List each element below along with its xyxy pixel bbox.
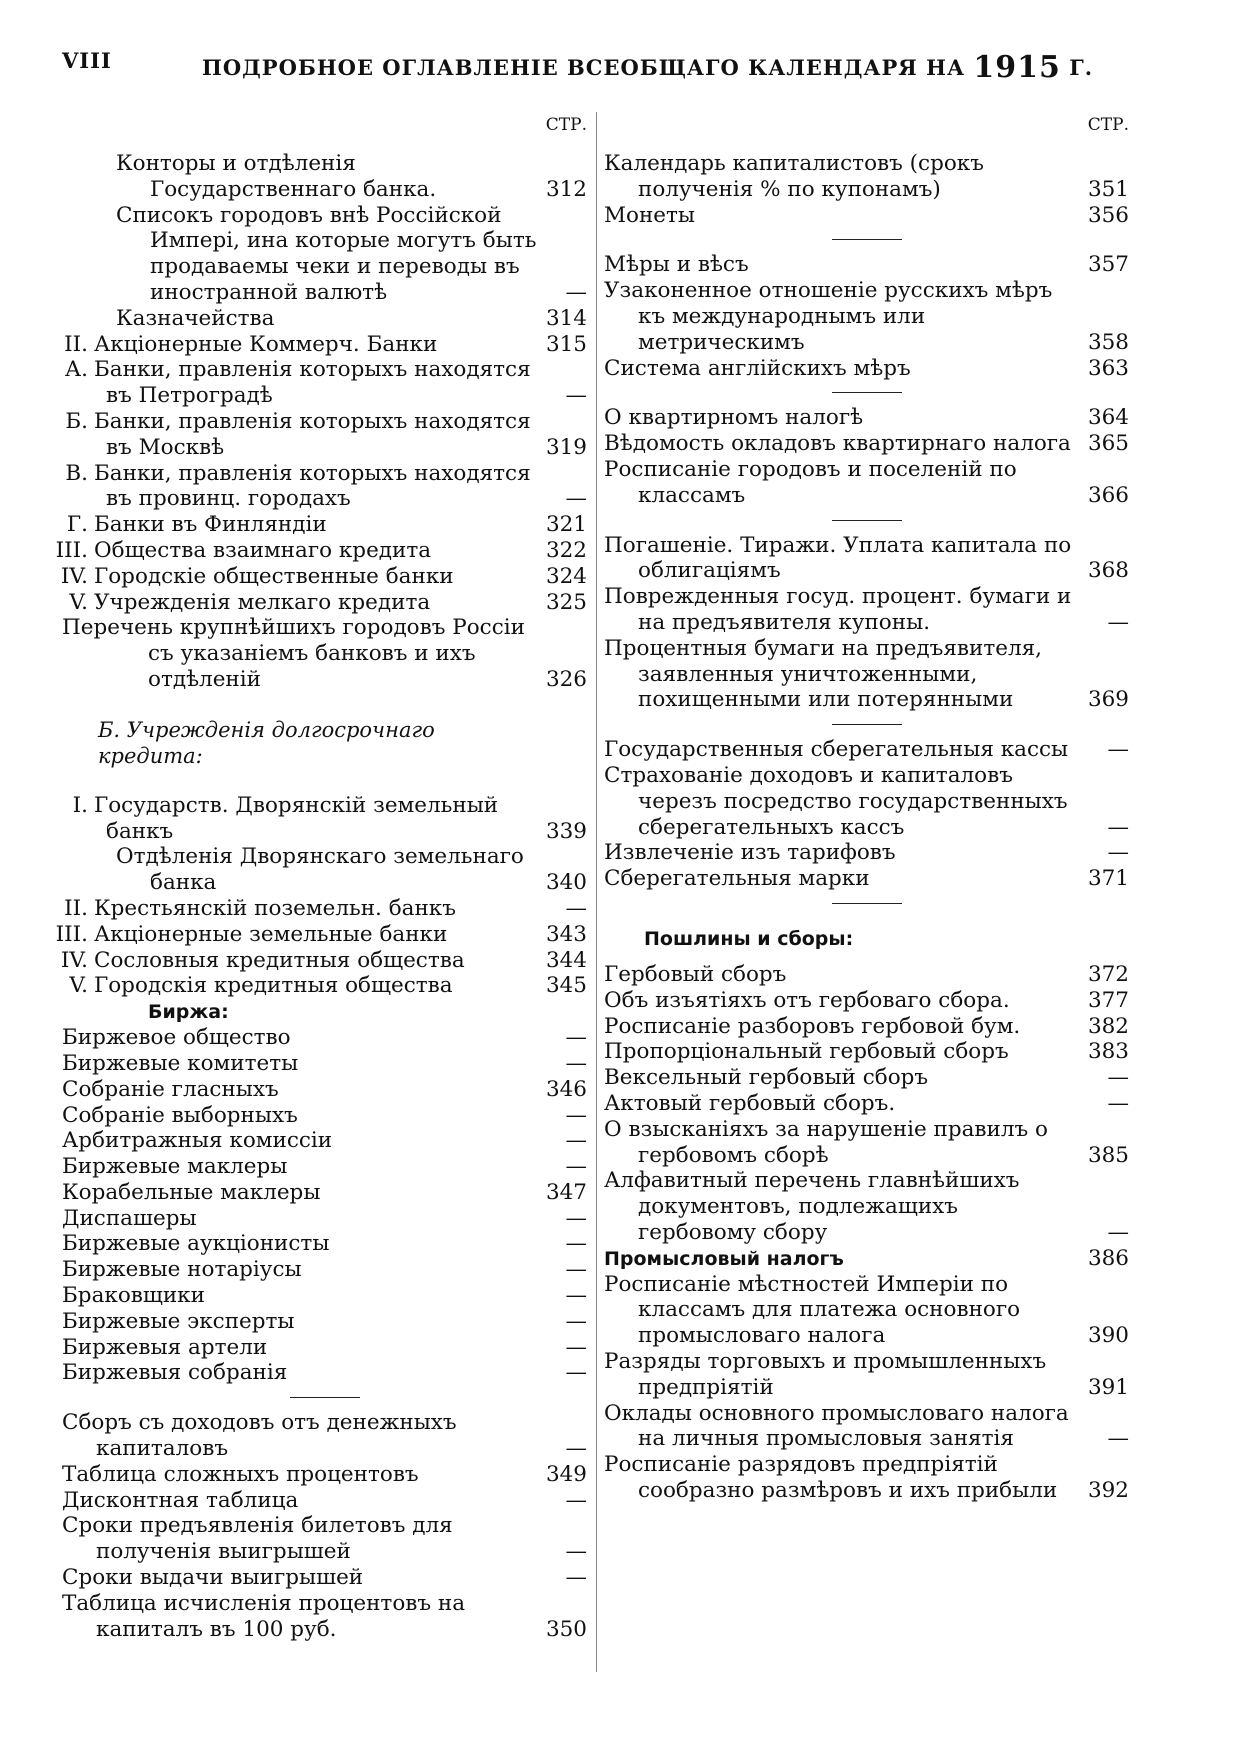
toc-entry-text: Акціонерные земельные банки bbox=[94, 921, 448, 947]
toc-entry bbox=[62, 357, 587, 409]
toc-entry-text: Объ изъятіяхъ отъ гербоваго сбора. bbox=[604, 987, 1010, 1013]
toc-entry bbox=[62, 1025, 587, 1051]
toc-entry bbox=[62, 1309, 587, 1335]
toc-entry-text: Корабельные маклеры bbox=[62, 1179, 321, 1205]
toc-entry-text: Биржевыя собранія bbox=[62, 1360, 288, 1386]
toc-entry-text: О взысканіяхъ за нарушеніе правилъ о гербовомъ сборѣ bbox=[604, 1116, 1048, 1168]
toc-entry-page: — bbox=[565, 1231, 587, 1257]
toc-entry bbox=[604, 431, 1129, 457]
toc-entry-page: — bbox=[565, 1283, 587, 1309]
toc-entry-page: 386 bbox=[1087, 1245, 1129, 1271]
toc-entry-text: Биржевые аукціонисты bbox=[62, 1231, 330, 1257]
page-title bbox=[202, 48, 1093, 83]
section-rule bbox=[62, 1386, 587, 1410]
toc-entry-page: — bbox=[565, 1102, 587, 1128]
toc-entry-text: Дисконтная таблица bbox=[62, 1487, 299, 1513]
toc-entry bbox=[604, 356, 1129, 382]
toc-entry-text: Сроки выдачи выигрышей bbox=[62, 1565, 364, 1591]
toc-entry bbox=[62, 1128, 587, 1154]
toc-entry-page: — bbox=[1107, 1219, 1129, 1245]
toc-entry bbox=[62, 1488, 587, 1514]
toc-entry-page: 350 bbox=[545, 1616, 587, 1642]
toc-entry-page: 366 bbox=[1087, 482, 1129, 508]
toc-entry-text: Биржевое общество bbox=[62, 1025, 291, 1051]
toc-entry-text: Перечень крупнѣйшихъ городовъ Россіи съ указаніемъ банковъ и ихъ отдѣленій bbox=[62, 615, 525, 692]
toc-entry bbox=[604, 405, 1129, 431]
toc-entry-page: 321 bbox=[545, 512, 587, 538]
toc-entry bbox=[62, 973, 587, 999]
toc-entry bbox=[62, 1154, 587, 1180]
toc-entry-text: Узаконенное отношеніе русскихъ мѣръ къ международнымъ или метрическимъ bbox=[604, 278, 1053, 355]
toc-entry-page: — bbox=[565, 1050, 587, 1076]
toc-entry bbox=[62, 564, 587, 590]
toc-entry-page: 325 bbox=[545, 589, 587, 615]
toc-entry-text: Биржевые маклеры bbox=[62, 1154, 288, 1180]
toc-entry-number: I. bbox=[72, 792, 88, 818]
toc-entry-text: Вѣдомость окладовъ квартирнаго налога bbox=[604, 431, 1071, 457]
toc-entry-page: 390 bbox=[1087, 1323, 1129, 1349]
toc-entry bbox=[55, 537, 587, 564]
toc-entry-text: Росписаніе разборовъ гербовой бум. bbox=[604, 1013, 1021, 1039]
toc-entry bbox=[62, 1077, 587, 1103]
toc-entry-number: А. bbox=[64, 357, 88, 383]
toc-entry-page: — bbox=[565, 895, 587, 921]
toc-entry-page: — bbox=[565, 1128, 587, 1154]
toc-entry-page: 315 bbox=[545, 331, 587, 357]
toc-entry-page: — bbox=[565, 1025, 587, 1051]
toc-entry-page: — bbox=[565, 1308, 587, 1334]
toc-entry-page: — bbox=[1107, 609, 1129, 635]
toc-entry-text: Система англійскихъ мѣръ bbox=[604, 355, 911, 381]
page-header bbox=[62, 42, 1142, 85]
toc-entry bbox=[62, 1410, 587, 1462]
section-rule bbox=[604, 509, 1129, 533]
toc-entry-number: Б. bbox=[65, 408, 88, 434]
toc-entry-text: Сословныя кредитныя общества bbox=[94, 947, 465, 973]
toc-entry bbox=[604, 763, 1129, 840]
toc-entry-page: — bbox=[565, 1360, 587, 1386]
toc-entry bbox=[604, 1014, 1129, 1040]
page-column-label: СТР. bbox=[545, 115, 587, 135]
toc-entry bbox=[62, 461, 587, 513]
toc-entry bbox=[62, 896, 587, 922]
page-column-label: СТР. bbox=[1087, 115, 1129, 135]
toc-entry bbox=[62, 590, 587, 616]
toc-entry-text: Банки, правленія которыхъ находятся въ Петроградѣ bbox=[94, 357, 531, 409]
section-heading-poshliny: Пошлины и сборы: bbox=[644, 927, 854, 950]
toc-entry-text: Процентныя бумаги на предъявителя, заявленныя уничтоженными, похищенными или потерянными bbox=[604, 635, 1043, 713]
toc-entry-page: 358 bbox=[1087, 329, 1129, 355]
toc-entry-page: — bbox=[565, 1565, 587, 1591]
toc-entry-text: Банки, правленія которыхъ находятся въ провинц. городахъ bbox=[94, 460, 531, 512]
toc-entry-text: Таблица сложныхъ процентовъ bbox=[62, 1461, 419, 1487]
toc-entry-number: II. bbox=[64, 331, 88, 357]
toc-entry-page: 326 bbox=[545, 666, 587, 692]
toc-entry-text: Биржевые эксперты bbox=[62, 1308, 295, 1334]
toc-entry-page: 382 bbox=[1087, 1013, 1129, 1039]
toc-entry-number: Г. bbox=[66, 512, 88, 538]
toc-entry bbox=[604, 840, 1129, 866]
toc-entry-text: Извлеченіе изъ тарифовъ bbox=[604, 840, 896, 866]
column-divider bbox=[596, 112, 597, 1672]
toc-entry bbox=[604, 636, 1129, 713]
section-rule bbox=[604, 892, 1129, 916]
toc-entry-page: 312 bbox=[545, 176, 587, 202]
toc-entry-text: Мѣры и вѣсъ bbox=[604, 252, 749, 278]
toc-entry-page: — bbox=[1107, 737, 1129, 763]
toc-entry-page: — bbox=[1107, 1426, 1129, 1452]
toc-entry-page: 347 bbox=[545, 1179, 587, 1205]
toc-entry-number: II. bbox=[64, 895, 88, 921]
toc-entry-text: Актовый гербовый сборъ. bbox=[604, 1090, 896, 1116]
toc-entry bbox=[62, 615, 587, 692]
toc-entry-text: Биржевые нотаріусы bbox=[62, 1257, 302, 1283]
toc-entry-text: Списокъ городовъ внѣ Россійской Импері, ина которые могутъ быть продаваемы чеки и переводы въ иностранной валютѣ bbox=[116, 202, 537, 305]
toc-entry-page: — bbox=[1107, 814, 1129, 840]
toc-entry-text: Конторы и отдѣленія Государственнаго банка. bbox=[116, 151, 437, 202]
toc-entry-text: Страхованіе доходовъ и капиталовъ черезъ посредство государственныхъ сберегательныхъ кассъ bbox=[604, 762, 1068, 840]
toc-entry-text: Государств. Дворянскій земельный банкъ bbox=[94, 792, 499, 844]
toc-entry-page: 322 bbox=[545, 537, 587, 563]
toc-entry bbox=[604, 866, 1129, 892]
toc-entry-page: — bbox=[1107, 1065, 1129, 1091]
subsection-heading: Б. Учрежденія долгосрочнаго кредита: bbox=[98, 717, 435, 768]
toc-entry-page: 343 bbox=[545, 921, 587, 947]
toc-entry bbox=[604, 1452, 1129, 1504]
toc-entry bbox=[62, 1462, 587, 1488]
section-rule bbox=[604, 713, 1129, 737]
toc-entry bbox=[62, 1206, 587, 1232]
toc-entry-text: Росписаніе разрядовъ предпріятій сообразно размѣровъ и ихъ прибыли bbox=[604, 1452, 1058, 1504]
toc-entry bbox=[604, 1401, 1129, 1453]
toc-entry-page: 344 bbox=[545, 947, 587, 973]
toc-entry bbox=[62, 306, 587, 332]
toc-entry bbox=[604, 988, 1129, 1014]
toc-entry-page: — bbox=[565, 1487, 587, 1513]
toc-entry-page: 345 bbox=[545, 973, 587, 999]
toc-entry bbox=[62, 1103, 587, 1129]
toc-entry-text: Общества взаимнаго кредита bbox=[94, 537, 432, 563]
toc-entry-number: III. bbox=[55, 921, 88, 947]
toc-entry bbox=[62, 1283, 587, 1309]
toc-entry-text: Сроки предъявленія билетовъ для полученія выигрышей bbox=[62, 1513, 453, 1565]
toc-entry bbox=[604, 252, 1129, 278]
toc-entry bbox=[62, 1257, 587, 1283]
toc-entry bbox=[604, 962, 1129, 988]
toc-entry-page: 324 bbox=[545, 563, 587, 589]
section-rule bbox=[604, 381, 1129, 405]
toc-entry bbox=[604, 1349, 1129, 1401]
toc-entry-page: — bbox=[565, 486, 587, 512]
toc-entry-text: Диспашеры bbox=[62, 1205, 197, 1231]
toc-entry-text: Банки въ Финляндіи bbox=[94, 512, 327, 538]
toc-entry-number: V. bbox=[69, 973, 88, 999]
toc-entry-text: Государственныя сберегательныя кассы bbox=[604, 737, 1069, 763]
toc-entry-page: — bbox=[565, 1436, 587, 1462]
toc-entry-text: Промысловый налогъ bbox=[604, 1247, 844, 1270]
toc-entry bbox=[604, 533, 1129, 585]
toc-entry bbox=[604, 203, 1129, 229]
toc-entry bbox=[62, 203, 587, 306]
title-year-suffix: Г. bbox=[1069, 55, 1094, 80]
toc-entry bbox=[62, 1335, 587, 1361]
toc-entry bbox=[62, 512, 587, 538]
toc-entry-text: Сборъ съ доходовъ отъ денежныхъ капиталовъ bbox=[62, 1410, 457, 1462]
toc-entry-text: Календарь капиталистовъ (срокъ полученія % по купонамъ) bbox=[604, 151, 984, 202]
toc-entry-text: Росписаніе городовъ и поселеній по классамъ bbox=[604, 456, 1017, 508]
toc-entry-page: 351 bbox=[1087, 176, 1129, 202]
toc-entry-number: III. bbox=[55, 537, 88, 563]
toc-entry-page: 349 bbox=[545, 1461, 587, 1487]
section-heading-birzha: Биржа: bbox=[148, 1001, 229, 1024]
toc-entry-page: 363 bbox=[1087, 355, 1129, 381]
toc-entry bbox=[604, 1246, 1129, 1272]
toc-entry-page: — bbox=[565, 1154, 587, 1180]
toc-entry-text: Пропорціональный гербовый сборъ bbox=[604, 1039, 1009, 1065]
toc-entry-page: 346 bbox=[545, 1076, 587, 1102]
toc-entry-page: 340 bbox=[545, 870, 587, 896]
toc-entry-page: 368 bbox=[1087, 558, 1129, 584]
toc-entry-text: Собраніе гласныхъ bbox=[62, 1076, 279, 1102]
toc-entry bbox=[62, 844, 587, 896]
toc-entry bbox=[604, 1091, 1129, 1117]
toc-entry-text: Казначейства bbox=[116, 305, 275, 331]
toc-entry-page: 364 bbox=[1087, 405, 1129, 431]
toc-entry-page: 391 bbox=[1087, 1374, 1129, 1400]
toc-entry bbox=[604, 1272, 1129, 1349]
toc-entry-text: Погашеніе. Тиражи. Уплата капитала по облигаціямъ bbox=[604, 532, 1072, 584]
toc-entry-page: 385 bbox=[1087, 1142, 1129, 1168]
toc-entry-text: Банки, правленія которыхъ находятся въ Москвѣ bbox=[94, 408, 531, 460]
toc-entry-page: — bbox=[565, 279, 587, 305]
toc-entry bbox=[62, 1565, 587, 1591]
toc-entry-page: — bbox=[565, 1334, 587, 1360]
toc-entry-text: Разряды торговыхъ и промышленныхъ предпріятій bbox=[604, 1349, 1047, 1400]
toc-entry-page: 314 bbox=[545, 305, 587, 331]
toc-entry bbox=[62, 948, 587, 974]
toc-entry bbox=[62, 1591, 587, 1643]
toc-entry bbox=[604, 1117, 1129, 1169]
toc-entry-text: Городскія кредитныя общества bbox=[94, 973, 453, 999]
toc-entry bbox=[62, 793, 587, 845]
toc-entry bbox=[604, 151, 1129, 203]
toc-entry-text: Таблица исчисленія процентовъ на капиталъ въ 100 руб. bbox=[62, 1590, 466, 1642]
toc-entry-text: Биржевыя артели bbox=[62, 1334, 268, 1360]
toc-entry bbox=[55, 921, 587, 948]
toc-entry bbox=[62, 1180, 587, 1206]
toc-entry-page: — bbox=[565, 1539, 587, 1565]
toc-entry-text: Браковщики bbox=[62, 1283, 205, 1309]
toc-entry bbox=[62, 1360, 587, 1386]
toc-entry bbox=[604, 278, 1129, 355]
toc-entry-page: 392 bbox=[1087, 1478, 1129, 1504]
toc-entry-text: Росписаніе мѣстностей Имперіи по классамъ для платежа основного промысловаго налога bbox=[604, 1271, 1021, 1349]
toc-entry bbox=[604, 457, 1129, 509]
toc-entry bbox=[604, 1065, 1129, 1091]
toc-entry-page: 356 bbox=[1087, 202, 1129, 228]
toc-entry-text: Алфавитный перечень главнѣйшихъ документовъ, подлежащихъ гербовому сбору bbox=[604, 1168, 1020, 1245]
toc-entry-page: 371 bbox=[1087, 866, 1129, 892]
toc-entry-text: О квартирномъ налогѣ bbox=[604, 405, 864, 431]
toc-entry-text: Оклады основного промысловаго налога на личныя промысловыя занятія bbox=[604, 1400, 1069, 1452]
toc-entry-page: — bbox=[565, 383, 587, 409]
right-column bbox=[604, 115, 1129, 1504]
toc-entry-text: Гербовый сборъ bbox=[604, 961, 787, 987]
toc-entry-page: 339 bbox=[545, 818, 587, 844]
left-column bbox=[55, 115, 587, 1642]
toc-entry bbox=[62, 409, 587, 461]
toc-entry-text: Отдѣленія Дворянскаго земельнаго банка bbox=[116, 844, 524, 896]
toc-entry-text: Акціонерные Коммерч. Банки bbox=[94, 331, 438, 357]
toc-entry-page: — bbox=[1107, 1090, 1129, 1116]
toc-entry-page: 365 bbox=[1087, 431, 1129, 457]
toc-entry-text: Биржевые комитеты bbox=[62, 1050, 299, 1076]
toc-entry bbox=[604, 1168, 1129, 1245]
toc-entry-text: Вексельный гербовый сборъ bbox=[604, 1065, 929, 1091]
page-number: VIII bbox=[62, 48, 112, 73]
toc-entry-page: 369 bbox=[1087, 687, 1129, 713]
toc-entry bbox=[604, 584, 1129, 636]
toc-entry bbox=[62, 1513, 587, 1565]
toc-entry bbox=[62, 1231, 587, 1257]
toc-entry-text: Крестьянскій поземельн. банкъ bbox=[94, 895, 456, 921]
toc-entry-text: Сберегательныя марки bbox=[604, 866, 870, 892]
toc-entry-number: IV. bbox=[60, 947, 88, 973]
toc-entry-text: Арбитражныя комиссіи bbox=[62, 1128, 333, 1154]
toc-entry-number: V. bbox=[69, 589, 88, 615]
toc-entry-text: Городскіе общественные банки bbox=[94, 563, 454, 589]
toc-entry-page: — bbox=[565, 1205, 587, 1231]
toc-entry-page: 357 bbox=[1087, 252, 1129, 278]
toc-entry bbox=[62, 151, 587, 203]
section-rule bbox=[604, 228, 1129, 252]
toc-entry-page: 383 bbox=[1087, 1039, 1129, 1065]
toc-entry bbox=[62, 332, 587, 358]
toc-entry-page: 372 bbox=[1087, 961, 1129, 987]
title-text: ПОДРОБНОЕ ОГЛАВЛЕНІЕ ВСЕОБЩАГО КАЛЕНДАРЯ НА bbox=[202, 55, 966, 80]
toc-entry-text: Монеты bbox=[604, 202, 696, 228]
toc-entry-text: Поврежденныя госуд. процент. бумаги и на предъявителя купоны. bbox=[604, 584, 1072, 635]
toc-entry-page: — bbox=[1107, 840, 1129, 866]
toc-entry bbox=[62, 1051, 587, 1077]
toc-entry-page: 377 bbox=[1087, 987, 1129, 1013]
toc-entry-text: Учрежденія мелкаго кредита bbox=[94, 589, 431, 615]
title-year: 1915 bbox=[973, 50, 1061, 85]
toc-entry-page: 319 bbox=[545, 434, 587, 460]
toc-entry-page: — bbox=[565, 1257, 587, 1283]
toc-entry-number: В. bbox=[65, 460, 88, 486]
toc-entry-number: IV. bbox=[60, 563, 88, 589]
toc-entry bbox=[604, 737, 1129, 763]
toc-entry bbox=[604, 1039, 1129, 1065]
toc-entry-text: Собраніе выборныхъ bbox=[62, 1102, 298, 1128]
